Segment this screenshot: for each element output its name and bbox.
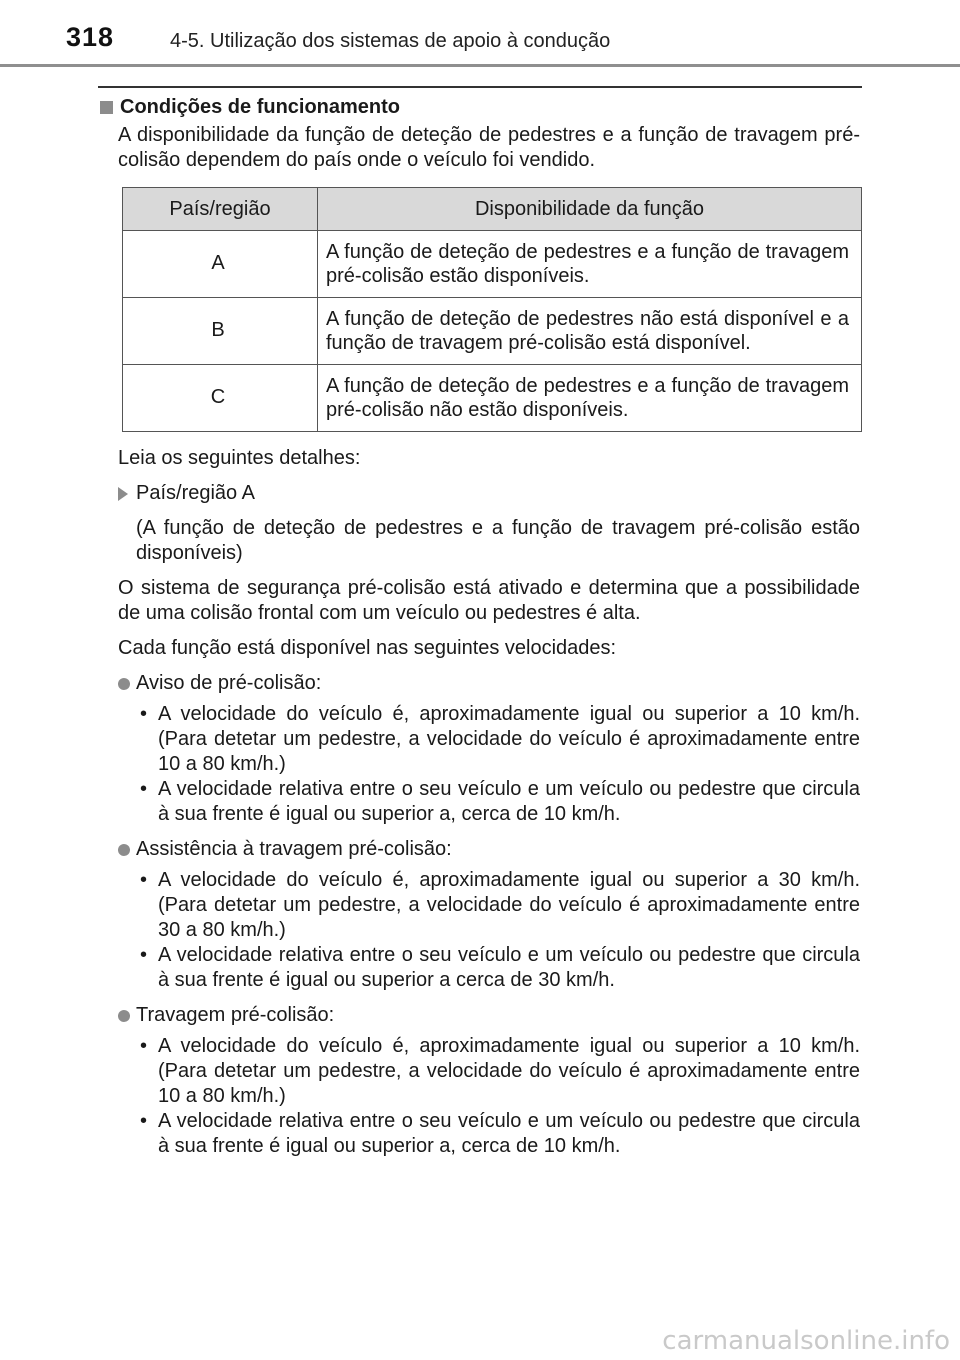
circle-bullet-icon: [118, 678, 130, 690]
table-row: [123, 231, 862, 298]
section-title: Condições de funcionamento: [120, 96, 401, 118]
header-divider: [0, 64, 960, 67]
table-cell-availability: A função de deteção de pedestres e a função de travagem pré-colisão não estão disponíveis.: [318, 365, 862, 432]
section-heading: [100, 96, 860, 119]
function-heading: [118, 837, 860, 862]
list-item-text: A velocidade relativa entre o seu veículo e um veículo ou pedestre que circula à sua frente é igual ou superior a, cerca de 10 km/h.: [158, 1110, 860, 1157]
list-item: [140, 702, 860, 777]
table-cell-availability: A função de deteção de pedestres não está disponível e a função de travagem pré-colisão está disponível.: [318, 298, 862, 365]
list-item: [140, 1034, 860, 1109]
availability-table: [122, 187, 862, 432]
bullet-dot: •: [140, 1110, 148, 1132]
table-header-country: País/região: [123, 188, 318, 231]
list-item: [140, 777, 860, 827]
list-item: [140, 943, 860, 993]
function-conditions-list: [100, 702, 860, 827]
region-heading: [118, 481, 860, 506]
list-item-text: A velocidade relativa entre o seu veículo e um veículo ou pedestre que circula à sua frente é igual ou superior a cerca de 30 km/h.: [158, 944, 860, 991]
list-item-text: A velocidade do veículo é, aproximadamente igual ou superior a 30 km/h. (Para detetar um pedestre, a velocidade do veículo é aproximadamente entre 30 a 80 km/h.): [158, 869, 860, 941]
region-heading-label: País/região A: [136, 482, 255, 504]
table-row: [123, 298, 862, 365]
watermark: carmanualsonline.info: [662, 1326, 950, 1356]
table-row: [123, 365, 862, 432]
table-cell-country: A: [123, 231, 318, 298]
section-divider: [98, 86, 862, 88]
read-details-text: Leia os seguintes detalhes:: [118, 447, 361, 469]
page-header: [0, 0, 960, 70]
table-header-availability: Disponibilidade da função: [318, 188, 862, 231]
bullet-dot: •: [140, 1035, 148, 1057]
table-header-row: [123, 188, 862, 231]
bullet-dot: •: [140, 703, 148, 725]
function-heading: [118, 671, 860, 696]
list-item-text: A velocidade relativa entre o seu veículo e um veículo ou pedestre que circula à sua frente é igual ou superior a, cerca de 10 km/h.: [158, 778, 860, 825]
list-item-text: A velocidade do veículo é, aproximadamente igual ou superior a 10 km/h. (Para detetar um pedestre, a velocidade do veículo é aproximadamente entre 10 a 80 km/h.): [158, 1035, 860, 1107]
table-cell-country: B: [123, 298, 318, 365]
region-note: (A função de deteção de pedestres e a função de travagem pré-colisão estão disponíveis): [136, 517, 860, 564]
function-conditions-list: [100, 868, 860, 993]
function-title: Assistência à travagem pré-colisão:: [136, 838, 452, 860]
system-description: O sistema de segurança pré-colisão está ativado e determina que a possibilidade de uma colisão frontal com um veículo ou pedestres é alta.: [118, 577, 860, 624]
bullet-dot: •: [140, 778, 148, 800]
square-bullet-icon: [100, 101, 113, 114]
header-title: 4-5. Utilização dos sistemas de apoio à condução: [170, 30, 611, 52]
function-conditions-list: [100, 1034, 860, 1159]
list-item: [140, 1109, 860, 1159]
speeds-intro: Cada função está disponível nas seguintes velocidades:: [118, 637, 617, 659]
table-cell-availability: A função de deteção de pedestres e a função de travagem pré-colisão estão disponíveis.: [318, 231, 862, 298]
function-title: Travagem pré-colisão:: [136, 1004, 335, 1026]
bullet-dot: •: [140, 869, 148, 891]
table-cell-country: C: [123, 365, 318, 432]
function-heading: [118, 1003, 860, 1028]
circle-bullet-icon: [118, 1010, 130, 1022]
page-content: [100, 96, 860, 1159]
bullet-dot: •: [140, 944, 148, 966]
page-number: 318: [66, 22, 115, 52]
function-title: Aviso de pré-colisão:: [136, 672, 322, 694]
section-intro: A disponibilidade da função de deteção de pedestres e a função de travagem pré-colisão dependem do país onde o veículo foi vendido.: [118, 124, 860, 171]
triangle-arrow-icon: [118, 487, 128, 501]
list-item: [140, 868, 860, 943]
circle-bullet-icon: [118, 844, 130, 856]
list-item-text: A velocidade do veículo é, aproximadamente igual ou superior a 10 km/h. (Para detetar um pedestre, a velocidade do veículo é aproximadamente entre 10 a 80 km/h.): [158, 703, 860, 775]
